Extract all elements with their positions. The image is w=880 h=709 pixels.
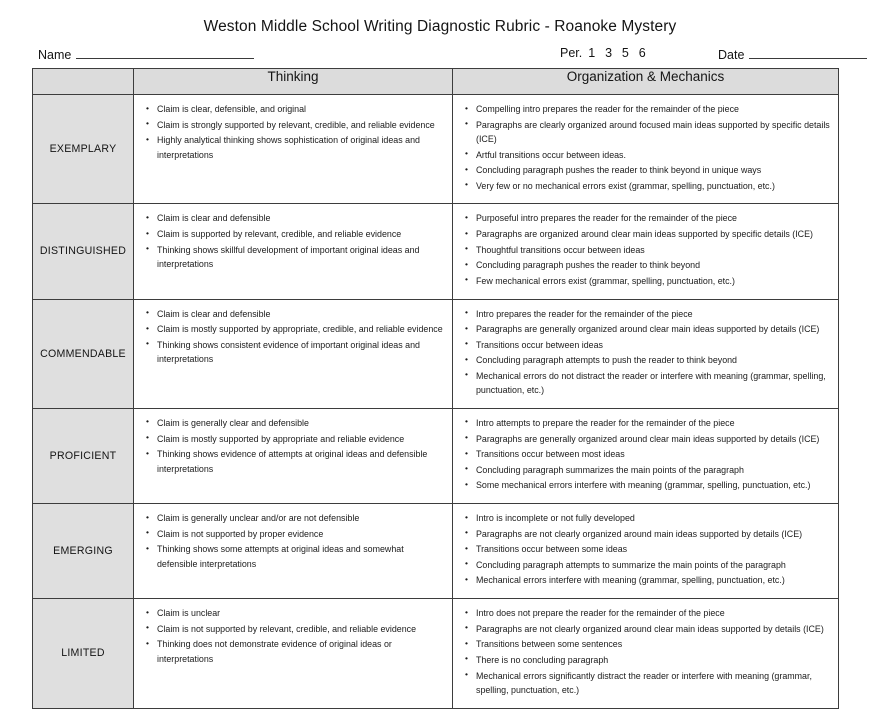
criteria-list [459,307,830,398]
criteria-item: • Paragraphs are not clearly organized around clear main ideas supported by details (ICE) [474,622,830,636]
criteria-cell-thinking[interactable] [134,95,453,204]
table-row [33,599,839,708]
criteria-item: • Claim is not supported by proper evidence [155,527,444,541]
name-input[interactable] [76,46,254,59]
table-row [33,299,839,408]
criteria-item: • Thinking does not demonstrate evidence of original ideas or interpretations [155,637,444,666]
criteria-list [140,211,444,271]
criteria-item: • Claim is mostly supported by appropriate and reliable evidence [155,432,444,446]
header-row [33,69,839,95]
criteria-item: • Concluding paragraph attempts to summarize the main points of the paragraph [474,558,830,572]
criteria-cell-organization[interactable] [453,599,839,708]
performance-level-cell[interactable]: EXEMPLARY [33,95,134,204]
criteria-cell-thinking[interactable] [134,299,453,408]
criteria-item: • Claim is mostly supported by appropriate, credible, and reliable evidence [155,322,444,336]
performance-level-cell[interactable]: DISTINGUISHED [33,204,134,299]
period-field-group [560,46,649,60]
column-header-level [33,69,134,95]
criteria-list [459,102,830,193]
period-label: Per. [560,46,583,60]
performance-level-cell[interactable]: PROFICIENT [33,408,134,503]
criteria-cell-thinking[interactable] [134,599,453,708]
criteria-item: • Mechanical errors do not distract the reader or interfere with meaning (grammar, spelling, punctuation, etc.) [474,369,830,398]
table-row [33,204,839,299]
criteria-cell-organization[interactable] [453,504,839,599]
name-field-group [38,46,254,62]
criteria-item: • Intro is incomplete or not fully developed [474,511,830,525]
page-title: Weston Middle School Writing Diagnostic Rubric - Roanoke Mystery [203,18,677,35]
column-header-thinking: Thinking [134,69,453,95]
criteria-item: • Transitions occur between most ideas [474,447,830,461]
criteria-item: • Transitions occur between ideas [474,338,830,352]
criteria-cell-thinking[interactable] [134,504,453,599]
criteria-item: • Paragraphs are not clearly organized around main ideas supported by details (ICE) [474,527,830,541]
table-row [33,504,839,599]
criteria-item: • Mechanical errors interfere with meaning (grammar, spelling, punctuation, etc.) [474,573,830,587]
criteria-item: • Intro prepares the reader for the remainder of the piece [474,307,830,321]
criteria-item: • Concluding paragraph pushes the reader to think beyond [474,258,830,272]
table-header [33,69,839,95]
criteria-cell-thinking[interactable] [134,204,453,299]
performance-level-cell[interactable]: LIMITED [33,599,134,708]
criteria-item: • Claim is clear, defensible, and original [155,102,444,116]
criteria-list [459,416,830,493]
criteria-list [459,211,830,288]
column-header-organization: Organization & Mechanics [453,69,839,95]
date-input[interactable] [749,46,867,59]
criteria-item: • Claim is unclear [155,606,444,620]
date-label: Date [718,48,745,62]
criteria-item: • Thinking shows consistent evidence of important original ideas and interpretations [155,338,444,367]
date-field-group [718,46,867,62]
criteria-cell-organization[interactable] [453,204,839,299]
performance-level-cell[interactable]: COMMENDABLE [33,299,134,408]
period-options[interactable]: 1 3 5 6 [588,46,649,60]
criteria-item: • Claim is clear and defensible [155,307,444,321]
criteria-list [140,511,444,571]
criteria-item: • Claim is generally unclear and/or are not defensible [155,511,444,525]
identity-line [0,46,880,68]
criteria-item: • Artful transitions occur between ideas. [474,148,830,162]
table-row [33,95,839,204]
criteria-item: • Mechanical errors significantly distract the reader or interfere with meaning (grammar, spelling, punctuation, etc.) [474,669,830,698]
criteria-list [140,307,444,367]
criteria-item: • Highly analytical thinking shows sophistication of original ideas and interpretations [155,133,444,162]
criteria-list [459,606,830,697]
table-row [33,408,839,503]
criteria-item: • Claim is clear and defensible [155,211,444,225]
criteria-item: • Thoughtful transitions occur between ideas [474,243,830,257]
criteria-list [140,606,444,666]
criteria-item: • Transitions between some sentences [474,637,830,651]
criteria-item: • Paragraphs are generally organized around clear main ideas supported by details (ICE) [474,322,830,336]
criteria-item: • Thinking shows skillful development of important original ideas and interpretations [155,243,444,272]
criteria-list [140,416,444,476]
criteria-list [459,511,830,588]
name-label: Name [38,48,72,62]
criteria-item: • Claim is strongly supported by relevant, credible, and reliable evidence [155,118,444,132]
rubric-table [32,68,839,709]
criteria-item: • Very few or no mechanical errors exist (grammar, spelling, punctuation, etc.) [474,179,830,193]
criteria-item: • Claim is generally clear and defensible [155,416,444,430]
table-body [33,95,839,709]
criteria-item: • Few mechanical errors exist (grammar, spelling, punctuation, etc.) [474,274,830,288]
criteria-item: • Thinking shows evidence of attempts at original ideas and defensible interpretations [155,447,444,476]
criteria-item: • Paragraphs are generally organized around clear main ideas supported by details (ICE) [474,432,830,446]
criteria-cell-organization[interactable] [453,299,839,408]
criteria-item: • There is no concluding paragraph [474,653,830,667]
criteria-item: • Concluding paragraph summarizes the main points of the paragraph [474,463,830,477]
criteria-item: • Claim is supported by relevant, credible, and reliable evidence [155,227,444,241]
criteria-item: • Concluding paragraph attempts to push the reader to think beyond [474,353,830,367]
criteria-cell-thinking[interactable] [134,408,453,503]
criteria-item: • Paragraphs are organized around clear main ideas supported by specific details (ICE) [474,227,830,241]
criteria-item: • Paragraphs are clearly organized around focused main ideas supported by specific details (ICE) [474,118,830,147]
criteria-list [140,102,444,162]
criteria-item: • Intro attempts to prepare the reader for the remainder of the piece [474,416,830,430]
criteria-item: • Purposeful intro prepares the reader for the remainder of the piece [474,211,830,225]
criteria-item: • Compelling intro prepares the reader for the remainder of the piece [474,102,830,116]
criteria-item: • Some mechanical errors interfere with meaning (grammar, spelling, punctuation, etc.) [474,478,830,492]
criteria-item: • Claim is not supported by relevant, credible, and reliable evidence [155,622,444,636]
performance-level-cell[interactable]: EMERGING [33,504,134,599]
criteria-item: • Thinking shows some attempts at original ideas and somewhat defensible interpretations [155,542,444,571]
criteria-item: • Intro does not prepare the reader for the remainder of the piece [474,606,830,620]
criteria-cell-organization[interactable] [453,95,839,204]
criteria-cell-organization[interactable] [453,408,839,503]
criteria-item: • Transitions occur between some ideas [474,542,830,556]
criteria-item: • Concluding paragraph pushes the reader to think beyond in unique ways [474,163,830,177]
